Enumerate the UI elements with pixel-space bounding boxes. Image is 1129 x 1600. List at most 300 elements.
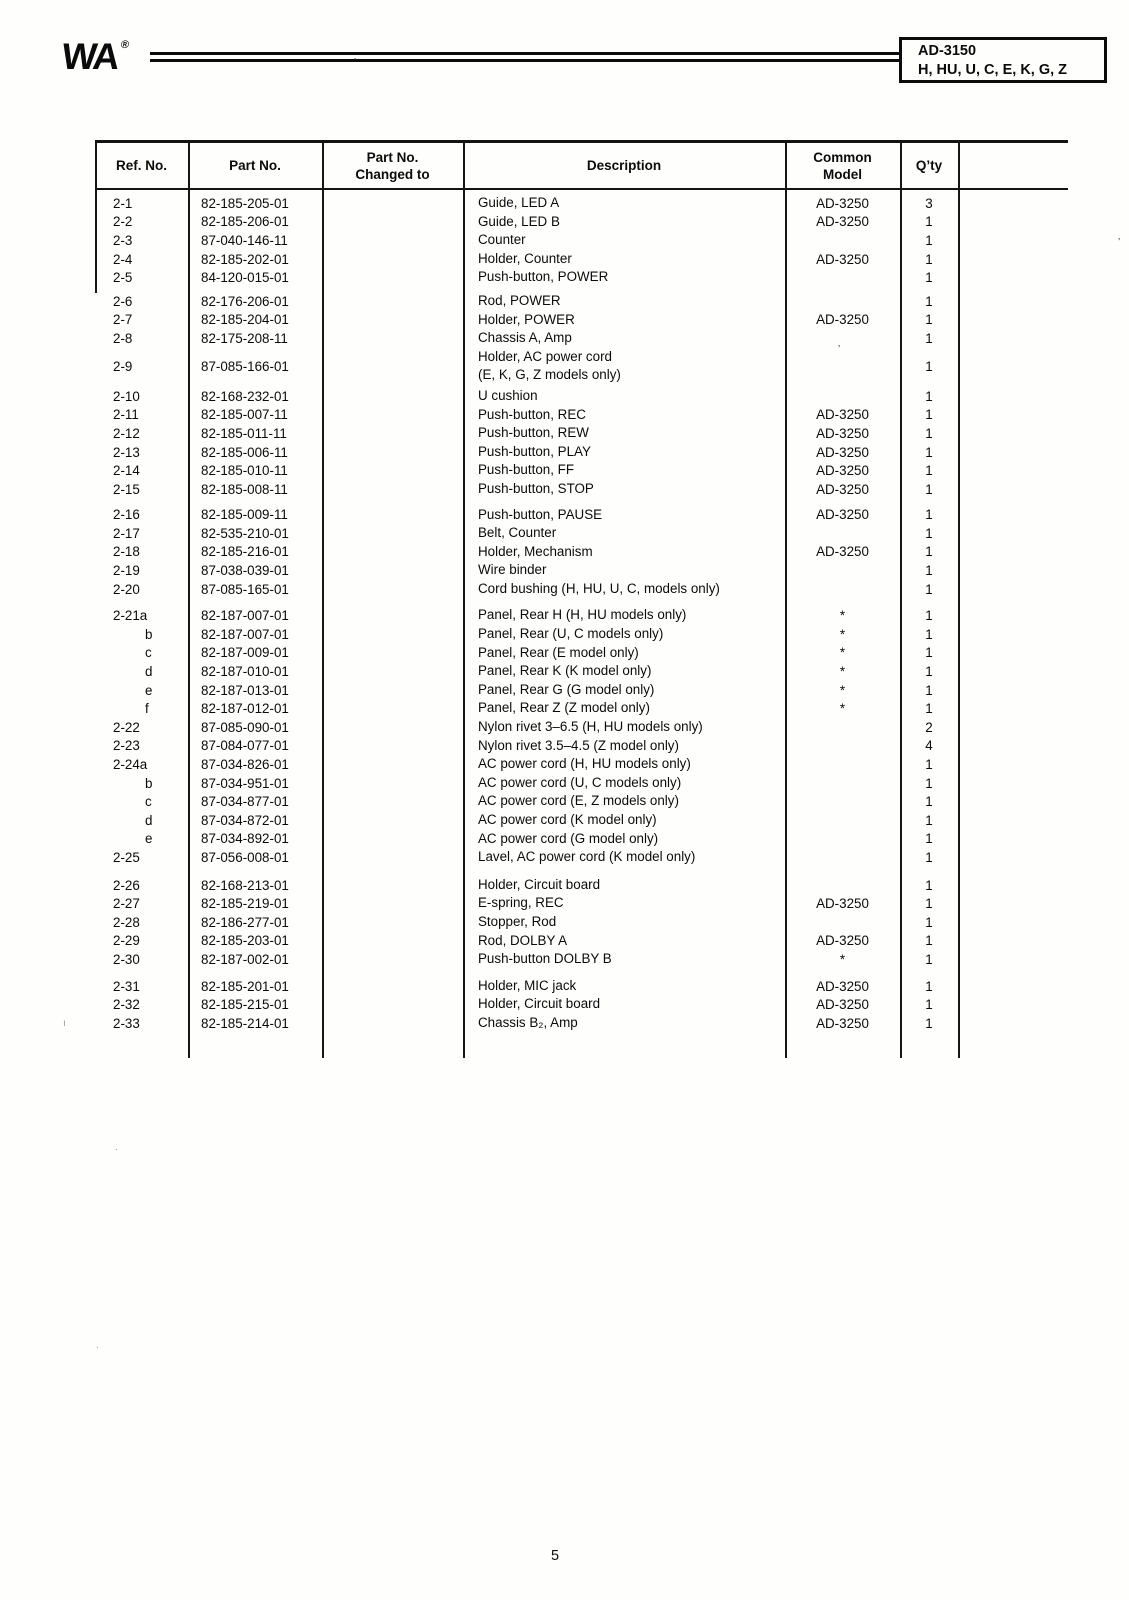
description-line: Holder, Circuit board xyxy=(478,876,601,892)
qty-cell: 1 xyxy=(925,293,933,309)
description-line: Holder, Counter xyxy=(478,250,572,266)
qty-cell: 1 xyxy=(925,214,933,230)
description-line: Belt, Counter xyxy=(478,525,557,541)
description-cell xyxy=(463,876,785,895)
qty-cell: 1 xyxy=(925,978,933,994)
common-model-cell: AD-3250 xyxy=(816,507,869,523)
common-model-cell: AD-3250 xyxy=(816,896,869,912)
table-row xyxy=(95,699,1068,718)
part-no-cell: 82-168-213-01 xyxy=(201,877,289,893)
part-no-cell: 82-185-214-01 xyxy=(201,1015,289,1031)
qty-cell: 1 xyxy=(925,626,933,642)
description-cell xyxy=(463,737,785,756)
ref-no-cell: 2-31 xyxy=(113,978,140,994)
qty-cell: 1 xyxy=(925,757,933,773)
part-no-cell: 82-185-007-11 xyxy=(201,407,288,423)
page-number: 5 xyxy=(550,1548,560,1564)
scan-speck: . xyxy=(115,1142,118,1153)
description-line: Holder, Circuit board xyxy=(478,996,601,1012)
common-model-cell: AD-3250 xyxy=(816,544,869,560)
table-row xyxy=(95,524,1068,543)
qty-cell: 1 xyxy=(925,608,933,624)
part-no-cell: 82-185-206-01 xyxy=(201,214,289,230)
description-cell xyxy=(463,932,785,951)
table-row xyxy=(95,348,1068,385)
ref-no-cell: 2-7 xyxy=(113,312,133,328)
parts-group xyxy=(95,387,1068,499)
part-no-cell: 87-038-039-01 xyxy=(201,563,289,579)
table-header-row xyxy=(95,143,1068,188)
ref-no-cell: c xyxy=(145,794,152,810)
description-cell xyxy=(463,699,785,718)
registered-trademark-icon: ® xyxy=(120,38,130,51)
table-body xyxy=(95,190,1068,1033)
description-cell xyxy=(463,348,785,385)
qty-cell: 1 xyxy=(925,664,933,680)
part-no-cell: 82-185-008-11 xyxy=(201,481,288,497)
table-row xyxy=(95,848,1068,867)
description-line: Push-button, REW xyxy=(478,425,589,441)
scan-speck: ı xyxy=(63,1018,66,1029)
table-row xyxy=(95,506,1068,525)
ref-no-cell: 2-9 xyxy=(113,358,133,374)
part-no-cell: 82-176-206-01 xyxy=(201,293,289,309)
description-line: Guide, LED A xyxy=(478,195,560,210)
ref-no-cell: 2-1 xyxy=(113,195,133,211)
qty-cell: 1 xyxy=(925,425,933,441)
common-model-cell: * xyxy=(839,682,846,698)
description-line: AC power cord (G model only) xyxy=(478,830,659,846)
qty-cell: 1 xyxy=(925,251,933,267)
description-line: Panel, Rear (U, C models only) xyxy=(478,626,664,642)
table-row xyxy=(95,977,1068,996)
part-no-cell: 82-185-204-01 xyxy=(201,312,289,328)
description-line: Holder, POWER xyxy=(478,311,575,327)
ref-no-cell: c xyxy=(145,645,152,661)
table-row xyxy=(95,774,1068,793)
qty-cell: 1 xyxy=(925,645,933,661)
qty-cell: 1 xyxy=(925,812,933,828)
ref-no-cell: 2-4 xyxy=(113,251,133,267)
table-row xyxy=(95,950,1068,969)
description-line: AC power cord (K model only) xyxy=(478,812,657,827)
description-cell xyxy=(463,387,785,406)
description-line: Rod, POWER xyxy=(478,292,561,308)
part-no-cell: 84-120-015-01 xyxy=(201,270,289,286)
part-no-cell: 82-185-215-01 xyxy=(201,997,289,1013)
description-cell xyxy=(463,443,785,462)
description-cell xyxy=(463,311,785,330)
table-row xyxy=(95,311,1068,330)
common-model-cell: AD-3250 xyxy=(816,425,869,441)
table-row xyxy=(95,894,1068,913)
qty-cell: 1 xyxy=(925,831,933,847)
qty-cell: 1 xyxy=(925,388,933,404)
table-row xyxy=(95,662,1068,681)
description-line: Push-button, FF xyxy=(478,462,575,478)
common-model-cell: AD-3250 xyxy=(816,1015,869,1031)
qty-cell: 1 xyxy=(925,896,933,912)
ref-no-cell: 2-17 xyxy=(113,525,140,541)
common-model-cell: AD-3250 xyxy=(816,407,869,423)
description-line: Nylon rivet 3–6.5 (H, HU models only) xyxy=(478,719,703,735)
parts-group xyxy=(95,194,1068,287)
description-line: Stopper, Rod xyxy=(478,913,557,929)
part-no-cell: 82-187-007-01 xyxy=(201,608,289,624)
ref-no-cell: 2-27 xyxy=(113,896,140,912)
description-cell xyxy=(463,250,785,269)
description-cell xyxy=(463,995,785,1014)
qty-cell: 1 xyxy=(925,525,933,541)
description-cell xyxy=(463,406,785,425)
table-row xyxy=(95,606,1068,625)
description-cell xyxy=(463,461,785,480)
table-row xyxy=(95,792,1068,811)
qty-cell: 2 xyxy=(925,719,933,735)
qty-cell: 1 xyxy=(925,701,933,717)
table-row xyxy=(95,830,1068,849)
description-line: Push-button, PLAY xyxy=(478,443,591,459)
qty-cell: 1 xyxy=(925,951,933,967)
description-line: Chassis A, Amp xyxy=(478,330,572,346)
common-model-cell: * xyxy=(839,645,846,661)
table-row xyxy=(95,213,1068,232)
ref-no-cell: 2-28 xyxy=(113,914,140,930)
qty-cell: 1 xyxy=(925,877,933,893)
ref-no-cell: 2-8 xyxy=(113,330,133,346)
ref-no-cell: 2-29 xyxy=(113,933,140,949)
description-line: Wire binder xyxy=(478,562,547,578)
part-no-cell: 82-187-012-01 xyxy=(201,701,289,717)
part-no-cell: 87-040-146-11 xyxy=(201,232,288,248)
table-row xyxy=(95,876,1068,895)
ref-no-cell: b xyxy=(145,775,153,791)
common-model-cell: * xyxy=(839,626,846,642)
qty-cell: 1 xyxy=(925,232,933,248)
model-number: AD-3150 xyxy=(918,43,977,59)
qty-cell: 1 xyxy=(925,444,933,460)
description-line: AC power cord (E, Z models only) xyxy=(478,793,679,809)
common-model-cell: AD-3250 xyxy=(816,444,869,460)
table-row xyxy=(95,1014,1068,1033)
common-model-cell: * xyxy=(839,951,846,967)
header-double-rule xyxy=(150,52,899,62)
parts-table xyxy=(95,140,1068,1058)
part-no-cell: 82-185-216-01 xyxy=(201,544,289,560)
table-row xyxy=(95,443,1068,462)
parts-group xyxy=(95,876,1068,969)
header-part-no-changed: Part No. Changed to xyxy=(355,149,430,182)
part-no-cell: 82-185-203-01 xyxy=(201,933,289,949)
description-line: Holder, MIC jack xyxy=(478,977,577,993)
description-line: Chassis B₂, Amp xyxy=(478,1014,578,1030)
description-cell xyxy=(463,524,785,543)
table-row xyxy=(95,737,1068,756)
qty-cell: 1 xyxy=(925,933,933,949)
brand-logo-text: WA xyxy=(59,36,120,77)
description-line: Push-button DOLBY B xyxy=(478,951,612,967)
description-cell xyxy=(463,213,785,232)
ref-no-cell: 2-25 xyxy=(113,849,140,865)
part-no-cell: 87-034-877-01 xyxy=(201,794,289,810)
description-cell xyxy=(463,811,785,830)
description-line: Panel, Rear (E model only) xyxy=(478,644,639,660)
part-no-cell: 82-185-202-01 xyxy=(201,251,289,267)
qty-cell: 1 xyxy=(925,544,933,560)
part-no-cell: 82-185-011-11 xyxy=(201,425,287,441)
description-cell xyxy=(463,625,785,644)
description-line: Holder, AC power cord xyxy=(478,348,612,364)
table-row xyxy=(95,406,1068,425)
description-cell xyxy=(463,480,785,499)
description-cell xyxy=(463,718,785,737)
part-no-cell: 87-084-077-01 xyxy=(201,738,289,754)
description-line: Cord bushing (H, HU, U, C, models only) xyxy=(478,580,720,596)
description-line: E-spring, REC xyxy=(478,895,564,911)
scan-speck: ’ xyxy=(354,57,357,68)
table-row xyxy=(95,932,1068,951)
description-line: Panel, Rear K (K model only) xyxy=(478,663,652,679)
description-cell xyxy=(463,681,785,700)
ref-no-cell: e xyxy=(145,682,153,698)
ref-no-cell: 2-20 xyxy=(113,581,140,597)
table-row xyxy=(95,194,1068,213)
qty-cell: 1 xyxy=(925,407,933,423)
description-cell xyxy=(463,644,785,663)
common-model-cell: AD-3250 xyxy=(816,195,869,211)
common-model-cell: AD-3250 xyxy=(816,978,869,994)
table-row xyxy=(95,424,1068,443)
part-no-cell: 87-034-951-01 xyxy=(201,775,289,791)
qty-cell: 1 xyxy=(925,312,933,328)
description-cell xyxy=(463,950,785,969)
part-no-cell: 82-185-009-11 xyxy=(201,507,288,523)
table-row xyxy=(95,329,1068,348)
description-line: Lavel, AC power cord (K model only) xyxy=(478,849,696,865)
part-no-cell: 82-187-010-01 xyxy=(201,664,289,680)
header-description: Description xyxy=(586,158,662,173)
part-no-cell: 82-187-009-01 xyxy=(201,645,289,661)
table-row xyxy=(95,461,1068,480)
parts-group xyxy=(95,977,1068,1033)
part-no-cell: 87-034-892-01 xyxy=(201,831,289,847)
common-model-cell: * xyxy=(839,701,846,717)
ref-no-cell: 2-23 xyxy=(113,738,140,754)
description-cell xyxy=(463,894,785,913)
table-row xyxy=(95,387,1068,406)
description-cell xyxy=(463,194,785,213)
qty-cell: 1 xyxy=(925,794,933,810)
table-row xyxy=(95,580,1068,599)
description-cell xyxy=(463,580,785,599)
common-model-cell: AD-3250 xyxy=(816,933,869,949)
description-cell xyxy=(463,774,785,793)
ref-no-cell: 2-22 xyxy=(113,719,140,735)
qty-cell: 1 xyxy=(925,358,933,374)
table-row xyxy=(95,755,1068,774)
ref-no-cell: 2-11 xyxy=(113,407,139,423)
table-row xyxy=(95,995,1068,1014)
part-no-cell: 82-187-007-01 xyxy=(201,626,289,642)
qty-cell: 4 xyxy=(925,738,933,754)
description-cell xyxy=(463,268,785,287)
description-cell xyxy=(463,830,785,849)
qty-cell: 1 xyxy=(925,330,933,346)
header-qty: Q’ty xyxy=(915,158,943,173)
qty-cell: 1 xyxy=(925,849,933,865)
ref-no-cell: 2-13 xyxy=(113,444,140,460)
ref-no-cell: 2-10 xyxy=(113,388,140,404)
description-line: U cushion xyxy=(478,387,538,403)
description-line: Counter xyxy=(478,232,526,248)
header-common-model: Common Model xyxy=(813,149,872,182)
part-no-cell: 82-185-205-01 xyxy=(201,195,289,211)
ref-no-cell: 2-33 xyxy=(113,1015,140,1031)
description-cell xyxy=(463,977,785,996)
description-line: Panel, Rear G (G model only) xyxy=(478,681,655,697)
description-cell xyxy=(463,913,785,932)
common-model-cell: * xyxy=(839,664,846,680)
common-model-cell: AD-3250 xyxy=(816,463,869,479)
description-line: Panel, Rear H (H, HU models only) xyxy=(478,607,687,623)
ref-no-cell: e xyxy=(145,831,153,847)
description-cell xyxy=(463,755,785,774)
ref-no-cell: b xyxy=(145,626,153,642)
ref-no-cell: 2-12 xyxy=(113,425,140,441)
parts-group xyxy=(95,506,1068,599)
description-line: Nylon rivet 3.5–4.5 (Z model only) xyxy=(478,737,679,753)
description-cell xyxy=(463,292,785,311)
part-no-cell: 82-187-002-01 xyxy=(201,951,289,967)
description-cell xyxy=(463,543,785,562)
description-line: Holder, Mechanism xyxy=(478,543,593,559)
description-cell xyxy=(463,561,785,580)
qty-cell: 1 xyxy=(925,463,933,479)
scan-speck: ’ xyxy=(838,344,841,355)
ref-no-cell: 2-6 xyxy=(113,293,133,309)
description-cell xyxy=(463,792,785,811)
qty-cell: 1 xyxy=(925,581,933,597)
parts-group xyxy=(95,292,1068,385)
description-cell xyxy=(463,329,785,348)
ref-no-cell: 2-21a xyxy=(113,608,148,624)
description-cell xyxy=(463,506,785,525)
common-model-cell: AD-3250 xyxy=(816,481,869,497)
table-row xyxy=(95,681,1068,700)
ref-no-cell: d xyxy=(145,812,153,828)
header-part-no: Part No. xyxy=(229,158,281,173)
parts-group xyxy=(95,606,1068,866)
part-no-cell: 82-187-013-01 xyxy=(201,682,289,698)
ref-no-cell: 2-32 xyxy=(113,997,140,1013)
ref-no-cell: 2-24a xyxy=(113,757,148,773)
table-row xyxy=(95,480,1068,499)
description-cell xyxy=(463,231,785,250)
model-variants: H, HU, U, C, E, K, G, Z xyxy=(918,62,1068,78)
ref-no-cell: 2-2 xyxy=(113,214,133,230)
description-cell xyxy=(463,606,785,625)
ref-no-cell: 2-14 xyxy=(113,463,140,479)
qty-cell: 1 xyxy=(925,997,933,1013)
description-line: Guide, LED B xyxy=(478,213,560,229)
brand-logo xyxy=(60,36,128,78)
table-row xyxy=(95,231,1068,250)
description-line: Push-button, POWER xyxy=(478,269,609,285)
part-no-cell: 87-034-826-01 xyxy=(201,757,289,773)
part-no-cell: 82-185-201-01 xyxy=(201,978,289,994)
table-row xyxy=(95,561,1068,580)
ref-no-cell: 2-16 xyxy=(113,507,140,523)
common-model-cell: AD-3250 xyxy=(816,214,869,230)
part-no-cell: 82-185-010-11 xyxy=(201,463,288,479)
table-row xyxy=(95,644,1068,663)
scan-speck: ’ xyxy=(1118,237,1121,248)
qty-cell: 1 xyxy=(925,481,933,497)
part-no-cell: 82-535-210-01 xyxy=(201,525,289,541)
common-model-cell: AD-3250 xyxy=(816,997,869,1013)
ref-no-cell: 2-15 xyxy=(113,481,140,497)
model-number-box xyxy=(899,37,1107,83)
table-row xyxy=(95,913,1068,932)
table-row xyxy=(95,292,1068,311)
description-line: AC power cord (U, C models only) xyxy=(478,774,682,790)
common-model-cell: * xyxy=(839,608,846,624)
part-no-cell: 87-034-872-01 xyxy=(201,812,289,828)
description-line: (E, K, G, Z models only) xyxy=(478,367,621,383)
qty-cell: 1 xyxy=(925,775,933,791)
part-no-cell: 82-185-006-11 xyxy=(201,444,288,460)
qty-cell: 1 xyxy=(925,914,933,930)
description-line: Panel, Rear Z (Z model only) xyxy=(478,700,650,716)
table-row xyxy=(95,625,1068,644)
part-no-cell: 87-056-008-01 xyxy=(201,849,289,865)
ref-no-cell: 2-3 xyxy=(113,232,133,248)
table-row xyxy=(95,811,1068,830)
qty-cell: 3 xyxy=(925,195,933,211)
part-no-cell: 87-085-165-01 xyxy=(201,581,289,597)
part-no-cell: 82-186-277-01 xyxy=(201,914,289,930)
ref-no-cell: 2-18 xyxy=(113,544,140,560)
qty-cell: 1 xyxy=(925,682,933,698)
qty-cell: 1 xyxy=(925,507,933,523)
ref-no-cell: 2-5 xyxy=(113,270,133,286)
table-row xyxy=(95,543,1068,562)
part-no-cell: 87-085-090-01 xyxy=(201,719,289,735)
qty-cell: 1 xyxy=(925,563,933,579)
description-line: AC power cord (H, HU models only) xyxy=(478,756,691,772)
qty-cell: 1 xyxy=(925,270,933,286)
description-cell xyxy=(463,662,785,681)
description-cell xyxy=(463,1014,785,1033)
common-model-cell: AD-3250 xyxy=(816,312,869,328)
part-no-cell: 87-085-166-01 xyxy=(201,358,289,374)
table-row xyxy=(95,718,1068,737)
description-line: Push-button, PAUSE xyxy=(478,506,603,522)
ref-no-cell: 2-30 xyxy=(113,951,140,967)
header-ref-no: Ref. No. xyxy=(115,158,167,173)
part-no-cell: 82-168-232-01 xyxy=(201,388,289,404)
description-cell xyxy=(463,848,785,867)
qty-cell: 1 xyxy=(925,1015,933,1031)
part-no-cell: 82-185-219-01 xyxy=(201,896,289,912)
ref-no-cell: d xyxy=(145,664,153,680)
table-row xyxy=(95,268,1068,287)
description-line: Push-button, REC xyxy=(478,406,586,422)
description-line: Rod, DOLBY A xyxy=(478,932,568,948)
description-line: Push-button, STOP xyxy=(478,480,594,496)
ref-no-cell: f xyxy=(145,701,149,717)
part-no-cell: 82-175-208-11 xyxy=(201,330,288,346)
